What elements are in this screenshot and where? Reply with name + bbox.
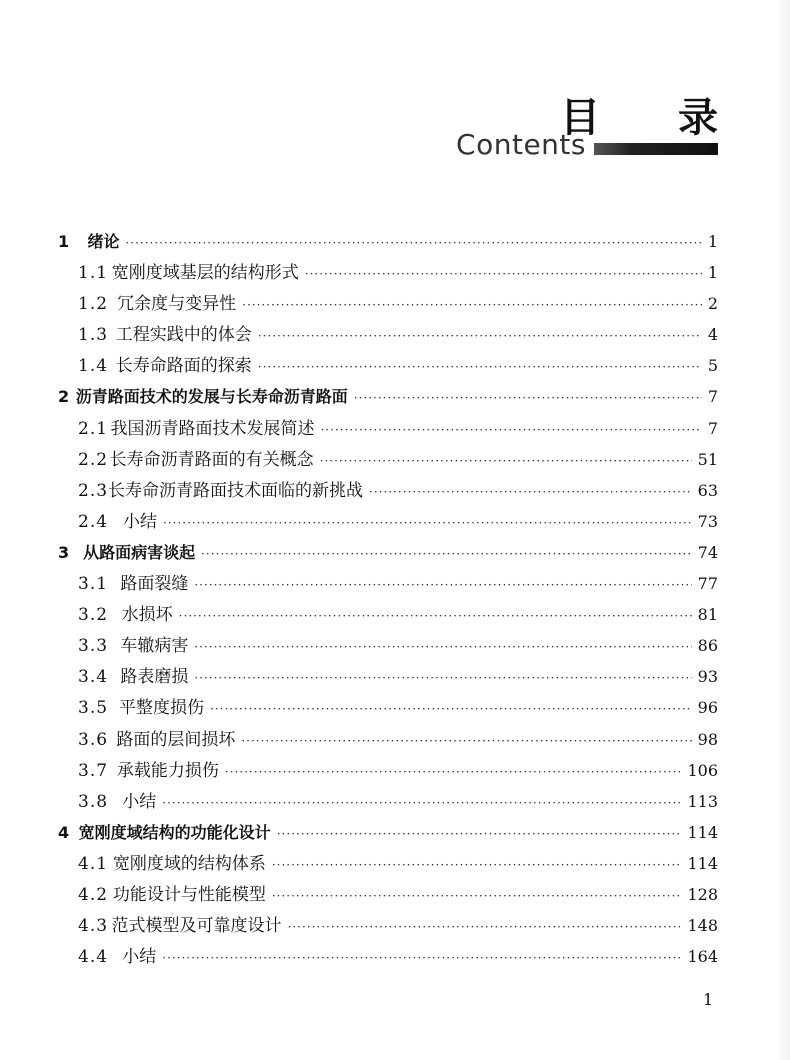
toc-entry-page: 96 [697,698,718,718]
toc-entry-number: 3.7 [78,760,109,781]
toc-entry-title: 路面裂缝 [120,574,189,595]
toc-entry-page: 106 [687,760,718,780]
page-title: 目 录 [560,95,750,141]
toc-dot-leader [320,446,692,477]
toc-section-entry[interactable] [58,630,718,661]
toc-entry-title: 承载能力损伤 [116,760,219,781]
subtitle-row [456,128,718,161]
toc-entry-title: 绪论 [87,232,120,251]
toc-dot-leader [241,726,691,757]
toc-dot-leader [242,290,702,321]
toc-entry-number: 4 [58,822,70,842]
toc-dot-leader [258,321,702,352]
toc-dot-leader [162,788,681,819]
toc-entry-page: 1 [707,263,718,283]
toc-section-entry[interactable] [58,444,718,475]
toc-section-entry[interactable] [58,257,718,288]
toc-entry-page: 114 [687,853,718,873]
toc-entry-title: 长寿命沥青路面的有关概念 [109,449,314,470]
toc-dot-leader [320,415,701,446]
toc-entry-page: 113 [687,791,718,811]
toc-entry-title: 宽刚度域基层的结构形式 [111,263,299,284]
toc-entry-title: 长寿命沥青路面技术面临的新挑战 [108,480,364,501]
toc-entry-number: 1 [58,232,70,251]
toc-section-entry[interactable] [58,848,718,879]
toc-entry-page: 114 [687,822,718,842]
toc-chapter-entry[interactable] [58,226,718,257]
toc-entry-title: 工程实践中的体会 [115,325,252,346]
toc-entry-page: 51 [697,449,718,469]
toc-entry-page: 2 [707,294,718,314]
toc-dot-leader [272,881,682,912]
toc-dot-leader [201,539,692,570]
toc-entry-number: 3 [58,542,70,562]
toc-entry-number: 4.1 [78,853,109,874]
toc-dot-leader [288,912,682,943]
toc-section-entry[interactable] [58,661,718,692]
toc-section-entry[interactable] [58,475,718,506]
toc-entry-title: 车辙病害 [120,636,189,657]
toc-entry-page: 148 [687,916,718,936]
toc-dot-leader [163,508,692,539]
toc-entry-page: 5 [707,356,718,376]
toc-entry-page: 63 [697,480,718,500]
toc-entry-number: 3.6 [78,729,109,750]
toc-entry-title: 沥青路面技术的发展与长寿命沥青路面 [75,387,348,407]
toc-section-entry[interactable] [58,724,718,755]
toc-entry-number: 3.4 [78,667,109,688]
toc-section-entry[interactable] [58,786,718,817]
toc-entry-number: 2.4 [78,511,109,532]
toc-entry-number: 3.3 [78,636,109,657]
toc-entry-number: 4.3 [78,916,109,937]
toc-section-entry[interactable] [58,506,718,537]
page-edge-shadow [776,0,790,1060]
toc-section-entry[interactable] [58,879,718,910]
toc-entry-title: 宽刚度域的结构体系 [112,853,266,874]
toc-dot-leader [210,694,692,725]
toc-entry-title: 功能设计与性能模型 [112,884,266,905]
toc-entry-number: 1.3 [78,325,109,346]
toc-entry-title: 路面的层间损坏 [116,729,236,750]
toc-section-entry[interactable] [58,941,718,972]
toc-dot-leader [277,819,682,850]
toc-section-entry[interactable] [58,319,718,350]
toc-entry-number: 3.8 [78,791,109,812]
toc-entry-title: 小结 [122,947,157,968]
toc-entry-page: 7 [707,418,718,438]
toc-section-entry[interactable] [58,755,718,786]
toc-chapter-entry[interactable] [58,381,718,412]
toc-entry-title: 水损坏 [121,605,173,626]
toc-entry-number: 4.2 [78,884,109,905]
toc-entry-page: 93 [697,667,718,687]
toc-entry-number: 2.1 [78,418,109,439]
toc-entry-number: 1.4 [78,356,109,377]
toc-entry-page: 77 [697,574,718,594]
toc-entry-number: 3.2 [78,605,109,626]
toc-entry-title: 小结 [122,791,157,812]
toc-chapter-entry[interactable] [58,817,718,848]
toc-entry-page: 74 [697,542,718,562]
toc-entry-title: 我国沥青路面技术发展简述 [110,418,315,439]
toc-entry-page: 73 [697,511,718,531]
toc-dot-leader [354,383,702,414]
toc-dot-leader [305,259,702,290]
toc-entry-title: 宽刚度域结构的功能化设计 [78,822,271,842]
toc-entry-number: 1.2 [78,294,109,315]
toc-entry-title: 平整度损伤 [119,698,204,719]
table-of-contents [58,226,718,972]
decorative-title-bar [594,143,718,155]
toc-entry-number: 2.2 [78,449,109,470]
toc-entry-page: 98 [697,729,718,749]
toc-entry-page: 128 [687,884,718,904]
toc-section-entry[interactable] [58,288,718,319]
toc-section-entry[interactable] [58,692,718,723]
toc-entry-title: 从路面病害谈起 [83,542,196,562]
toc-entry-page: 81 [697,605,718,625]
toc-entry-number: 3.1 [78,574,109,595]
toc-dot-leader [162,943,681,974]
toc-dot-leader [258,352,702,383]
toc-entry-number: 2.3 [78,480,109,501]
toc-chapter-entry[interactable] [58,537,718,568]
toc-entry-page: 7 [707,387,718,407]
toc-dot-leader [272,850,682,881]
toc-entry-page: 164 [687,947,718,967]
toc-entry-page: 4 [707,325,718,345]
toc-entry-number: 2 [58,387,70,407]
toc-section-entry[interactable] [58,350,718,381]
toc-dot-leader [369,477,692,508]
toc-entry-number: 1.1 [78,263,109,284]
toc-dot-leader [125,228,701,259]
toc-section-entry[interactable] [58,413,718,444]
toc-dot-leader [194,663,691,694]
toc-section-entry[interactable] [58,910,718,941]
toc-dot-leader [194,632,691,663]
toc-entry-page: 1 [707,232,718,251]
toc-dot-leader [179,601,692,632]
toc-entry-title: 路表磨损 [120,667,189,688]
page-number: 1 [703,990,714,1009]
toc-section-entry[interactable] [58,568,718,599]
toc-entry-title: 小结 [123,511,157,532]
toc-entry-title: 长寿命路面的探索 [115,356,252,377]
toc-dot-leader [194,570,691,601]
toc-entry-page: 86 [697,636,718,656]
toc-entry-number: 3.5 [78,698,109,719]
toc-entry-number: 4.4 [78,947,109,968]
toc-entry-title: 范式模型及可靠度设计 [111,916,282,937]
page-subtitle: Contents [456,128,586,161]
toc-section-entry[interactable] [58,599,718,630]
toc-entry-title: 冗余度与变异性 [117,294,237,315]
toc-dot-leader [225,757,682,788]
